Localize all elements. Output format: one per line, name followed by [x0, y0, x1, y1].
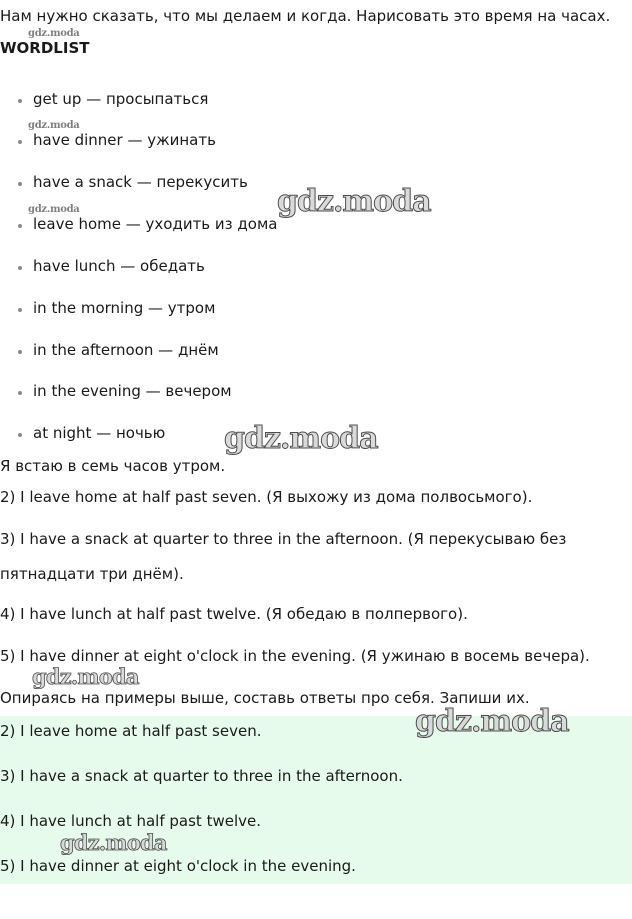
wordlist-item: leave home — уходить из дома	[33, 215, 278, 233]
watermark-logo: gdz.moda	[32, 664, 139, 689]
answer-line: 4) I have lunch at half past twelve.	[0, 812, 261, 830]
example-line: 3) I have a snack at quarter to three in the afternoon. (Я перекусываю без	[0, 530, 567, 548]
wordlist-item: in the morning — утром	[33, 299, 216, 317]
example-line: 2) I leave home at half past seven. (Я выхожу из дома полвосьмого).	[0, 488, 533, 506]
watermark-logo: gdz.moda	[28, 204, 80, 215]
intro-text: Нам нужно сказать, что мы делаем и когда. Нарисовать это время на часах.	[0, 7, 611, 25]
wordlist-item: at night — ночью	[33, 424, 166, 442]
watermark-logo: gdz.moda	[415, 704, 569, 739]
watermark-logo: gdz.moda	[28, 120, 80, 131]
answer-line: 5) I have dinner at eight o'clock in the evening.	[0, 857, 356, 875]
wordlist-heading: WORDLIST	[0, 39, 90, 57]
watermark-logo: gdz.moda	[60, 830, 167, 855]
wordlist-item: in the afternoon — днём	[33, 341, 219, 359]
answer-line: 2) I leave home at half past seven.	[0, 722, 262, 740]
example-line: 4) I have lunch at half past twelve. (Я обедаю в полпервого).	[0, 605, 468, 623]
wordlist-item: get up — просыпаться	[33, 90, 209, 108]
example-line: Я встаю в семь часов утром.	[0, 457, 226, 475]
wordlist-item: have lunch — обедать	[33, 257, 205, 275]
answer-line: 3) I have a snack at quarter to three in the afternoon.	[0, 767, 403, 785]
wordlist-item: have dinner — ужинать	[33, 131, 216, 149]
watermark-logo: gdz.moda	[224, 421, 378, 456]
wordlist-item: in the evening — вечером	[33, 382, 232, 400]
watermark-logo: gdz.moda	[28, 28, 80, 39]
watermark-logo: gdz.moda	[277, 184, 431, 219]
task-text: Опираясь на примеры выше, составь ответы про себя. Запиши их.	[0, 689, 530, 707]
example-line: пятнадцати три днём).	[0, 565, 184, 583]
wordlist-item: have a snack — перекусить	[33, 173, 248, 191]
example-line: 5) I have dinner at eight o'clock in the evening. (Я ужинаю в восемь вечера).	[0, 647, 590, 665]
